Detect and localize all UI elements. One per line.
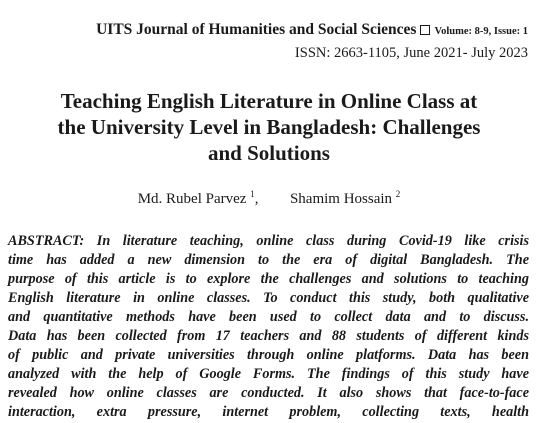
author-name: Md. Rubel Parvez [137,191,247,207]
abstract [8,232,529,422]
abstract-line: purpose of this article is to explore the challenges and solutions to teaching [8,271,529,287]
author-separator: , [254,191,259,207]
box-separator-icon [420,25,430,35]
abstract-line: English literature in online classes. To conduct this study, both qualitative [8,290,529,306]
abstract-line: Data has been collected from 17 teachers and 88 students of different kinds [8,328,529,344]
paper-title [0,88,538,166]
journal-volume: Volume: 8-9, Issue: 1 [434,26,528,37]
abstract-line: revealed how online classes are conducted. It also shows that face-to-face [8,385,529,401]
author-affiliation: 2 [395,189,401,199]
title-line: the University Level in Bangladesh: Challenges [57,115,481,139]
title-line: and Solutions [208,141,330,165]
author-affiliation: 1 [250,189,255,199]
journal-issn: ISSN: 2663-1105, June 2021- July 2023 [294,45,528,61]
abstract-line: analyzed with the help of Google Forms. The findings of this study have [8,366,529,382]
abstract-line: interaction, extra pressure, internet problem, collecting texts, health [8,404,529,420]
journal-header [96,20,528,63]
abstract-line: and quantitative methods have been used to collect data and to discuss. [8,309,529,325]
author-list [0,189,538,209]
journal-line [96,20,528,42]
abstract-line: of public and private universities through online platforms. Data has been [8,347,529,363]
author-name: Shamim Hossain [289,191,393,207]
journal-name: UITS Journal of Humanities and Social Sciences [96,21,417,38]
abstract-line: time has added a new dimension to the era of digital Bangladesh. The [8,252,529,268]
title-line: Teaching English Literature in Online Class at [60,89,478,113]
abstract-line: ABSTRACT: In literature teaching, online class during Covid-19 like crisis [8,233,529,249]
